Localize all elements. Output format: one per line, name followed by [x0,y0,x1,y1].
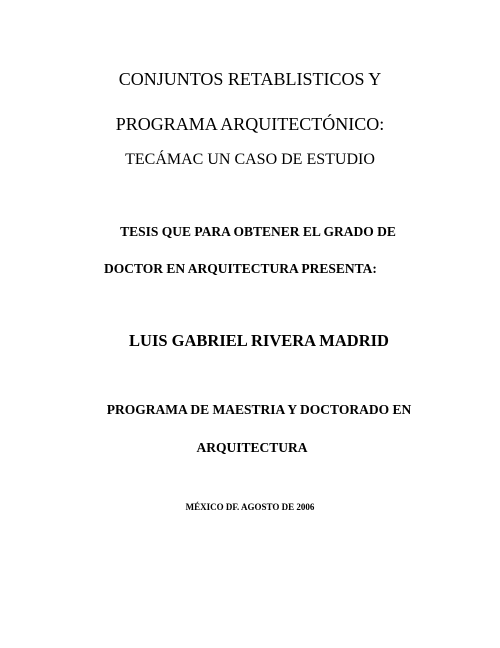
date-line: MÉXICO DF. AGOSTO DE 2006 [185,502,315,512]
thesis-line-2: DOCTOR EN ARQUITECTURA PRESENTA: [104,261,377,276]
title-line-1: CONJUNTOS RETABLISTICOS Y [118,69,382,89]
program-line-2: ARQUITECTURA [196,440,308,455]
thesis-line-1: TESIS QUE PARA OBTENER EL GRADO DE [120,224,396,239]
program-line-1: PROGRAMA DE MAESTRIA Y DOCTORADO EN [106,402,412,417]
subtitle: TECÁMAC UN CASO DE ESTUDIO [125,151,375,168]
title-line-2: PROGRAMA ARQUITECTÓNICO: [115,114,385,134]
author-name: LUIS GABRIEL RIVERA MADRID [129,331,389,350]
